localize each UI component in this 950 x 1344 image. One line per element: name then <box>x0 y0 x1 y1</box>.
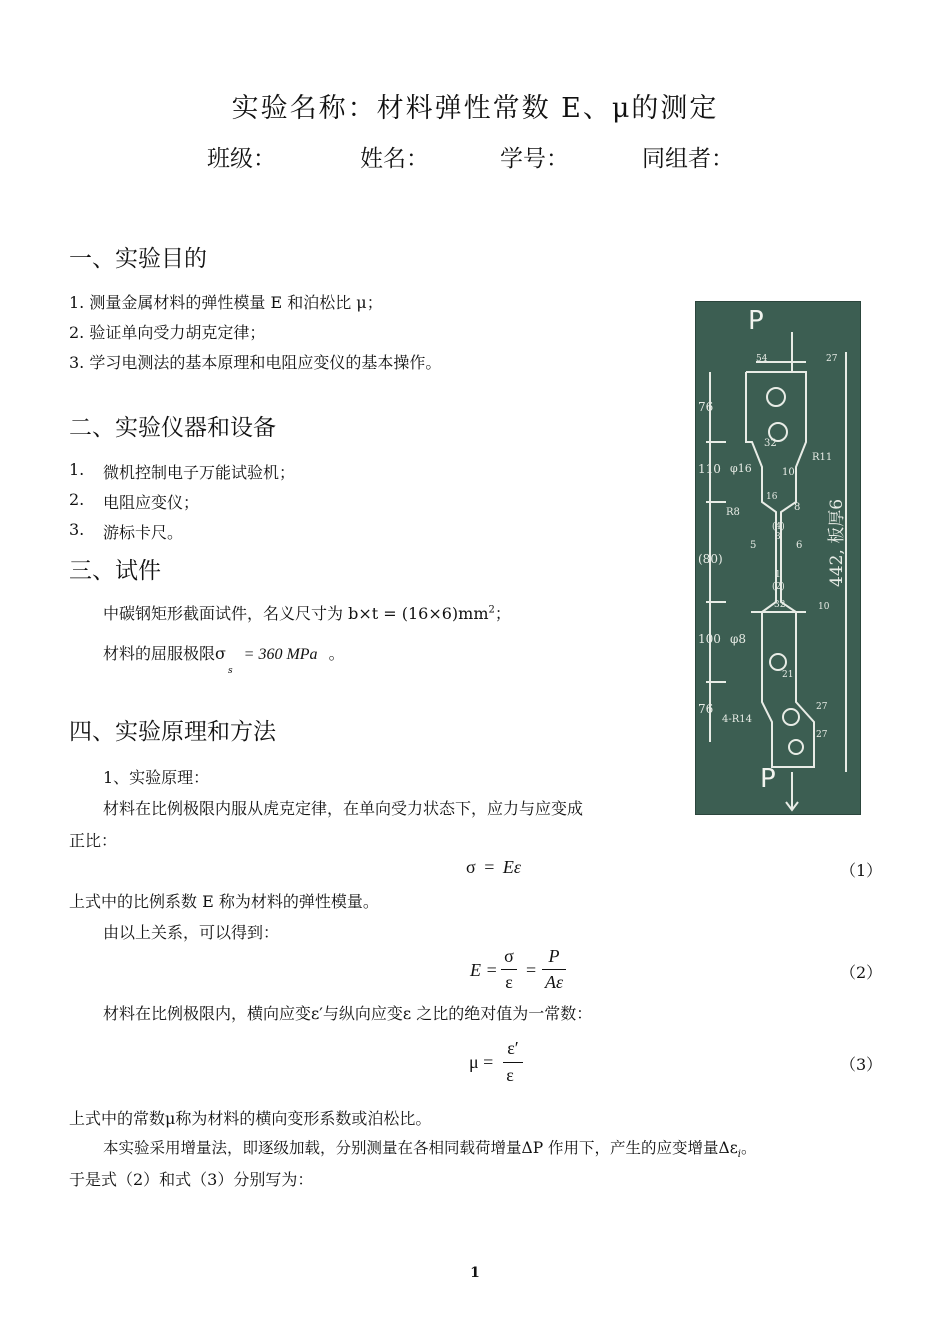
specimen-size-sup: 2 <box>488 604 495 616</box>
eq2-frac2-denominator: Aε <box>544 972 564 992</box>
dim-6: 6 <box>796 540 803 551</box>
eq3-denominator: ε <box>506 1065 514 1085</box>
page-number: 1 <box>470 1265 480 1281</box>
section2-heading: 二、实验仪器和设备 <box>69 415 276 441</box>
student-id-label: 学号： <box>500 146 569 172</box>
eq2-frac2-bar <box>542 969 566 970</box>
section3-heading: 三、试件 <box>69 558 161 584</box>
equation-2-number: （2） <box>840 963 883 982</box>
dim-10-top: 10 <box>782 467 795 478</box>
eq1-rhs: Eε <box>502 857 521 877</box>
bottom-hole-2 <box>783 709 799 725</box>
dim-16: 16 <box>766 492 778 502</box>
eq3-lhs: μ = <box>469 1052 494 1072</box>
gauge-label-3: 3 <box>775 532 781 542</box>
dim-8: 8 <box>794 502 801 513</box>
gauge-label-2: (2) <box>772 582 785 592</box>
equipment-num-1: 1. <box>69 460 85 479</box>
objective-item-2: 2. 验证单向受力胡克定律； <box>69 323 266 342</box>
eq1-lhs: σ <box>466 857 476 877</box>
dim-r11: R11 <box>812 452 833 463</box>
eq3-bar <box>503 1062 523 1063</box>
specimen-size-end: ； <box>494 604 511 623</box>
principle-paragraph-line2: 正比： <box>69 831 118 850</box>
yield-limit-end: 。 <box>328 644 345 663</box>
eq2-frac2-numerator: P <box>548 946 560 966</box>
yield-limit-line <box>103 641 345 676</box>
equipment-item-2: 电阻应变仪； <box>103 493 200 512</box>
class-label: 班级： <box>207 146 276 172</box>
dim-27-a: 27 <box>816 702 828 712</box>
dim-21: 21 <box>782 670 794 680</box>
gauge-label-4: (4) <box>772 522 785 532</box>
gauge-label-1: 1 <box>775 570 781 580</box>
method-paragraph-line2: 于是式（2）和式（3）分别写为： <box>69 1170 314 1189</box>
equipment-item-1: 微机控制电子万能试验机； <box>103 463 296 482</box>
section1-heading: 一、实验目的 <box>69 246 207 272</box>
equation-3-number: （3） <box>840 1055 883 1074</box>
dim-10-bottom: 10 <box>818 602 830 612</box>
dim-phi8: φ8 <box>730 632 747 646</box>
modulus-definition: 上式中的比例系数 E 称为材料的弹性模量。 <box>69 892 379 911</box>
dim-27-top: 27 <box>826 354 838 364</box>
dim-32-top: 32 <box>764 438 777 449</box>
derive-line: 由以上关系，可以得到： <box>103 923 280 942</box>
specimen-chalkboard-figure <box>695 301 861 815</box>
dim-100: 100 <box>698 632 721 646</box>
poisson-definition: 上式中的常数μ称为材料的横向变形系数或泊松比。 <box>69 1109 432 1128</box>
dim-r8: R8 <box>726 507 740 518</box>
equation-1 <box>466 857 521 878</box>
name-label: 姓名： <box>360 146 429 172</box>
specimen-size-line <box>103 601 511 624</box>
dim-27-b: 27 <box>816 730 828 740</box>
eq1-equals: = <box>484 857 495 877</box>
dim-4-r14: 4-R14 <box>722 714 752 725</box>
lateral-strain-line: 材料在比例极限内，横向应变ε′与纵向应变ε 之比的绝对值为一常数： <box>103 1004 593 1023</box>
eq3-numerator: ε′ <box>507 1038 519 1058</box>
equipment-item-3: 游标卡尺。 <box>103 523 184 542</box>
dim-76-top: 76 <box>698 400 714 414</box>
eq2-frac1-bar <box>501 969 517 970</box>
yield-limit-subscript: s <box>227 666 233 676</box>
equation-1-number: （1） <box>840 861 883 880</box>
eq2-frac1-numerator: σ <box>504 946 514 966</box>
document-title: 实验名称：材料弹性常数 E、μ的测定 <box>231 93 719 124</box>
objective-item-3: 3. 学习电测法的基本原理和电阻应变仪的基本操作。 <box>69 353 442 372</box>
objective-item-1: 1. 测量金属材料的弹性模量 E 和泊松比 μ； <box>69 293 383 312</box>
principle-paragraph-line1: 材料在比例极限内服从虎克定律，在单向受力状态下，应力与应变成 <box>103 799 584 818</box>
section4-heading: 四、实验原理和方法 <box>69 719 276 745</box>
eq2-frac1-denominator: ε <box>505 972 513 992</box>
yield-limit-value: = 360 MPa <box>243 646 318 663</box>
dim-54: 54 <box>756 354 768 364</box>
equipment-num-3: 3. <box>69 520 85 539</box>
equipment-num-2: 2. <box>69 490 85 509</box>
group-label: 同组者： <box>642 146 734 172</box>
bottom-hole-3 <box>789 740 803 754</box>
eq2-equals: = <box>526 960 537 980</box>
yield-limit-prefix: 材料的屈服极限σ <box>103 644 226 663</box>
dim-32-bottom: 32 <box>774 600 786 610</box>
method-paragraph-end: 。 <box>740 1139 757 1157</box>
specimen-size-text: 中碳钢矩形截面试件，名义尺寸为 b×t = (16×6)mm <box>103 604 489 623</box>
top-hole-1 <box>767 388 785 406</box>
method-paragraph-text: 本实验采用增量法，即逐级加载，分别测量在各相同载荷增量ΔP 作用下，产生的应变增量Δε <box>103 1139 738 1157</box>
figure-bottom-load-label: P <box>760 764 776 794</box>
dim-phi16: φ16 <box>730 462 752 475</box>
dim-5: 5 <box>750 540 757 551</box>
bottom-hole-1 <box>770 654 786 670</box>
principle-subheading: 1、实验原理： <box>103 768 210 787</box>
dim-total-length-thickness: 442, 板厚6 <box>827 498 847 587</box>
method-paragraph-line1 <box>103 1136 757 1160</box>
dim-76-bottom: 76 <box>698 702 714 716</box>
dim-80: (80) <box>698 552 723 566</box>
figure-top-load-label: P <box>748 306 764 336</box>
method-paragraph-sub: i <box>737 1149 741 1161</box>
eq2-lhs: E = <box>470 960 498 980</box>
dim-110: 110 <box>698 462 721 476</box>
